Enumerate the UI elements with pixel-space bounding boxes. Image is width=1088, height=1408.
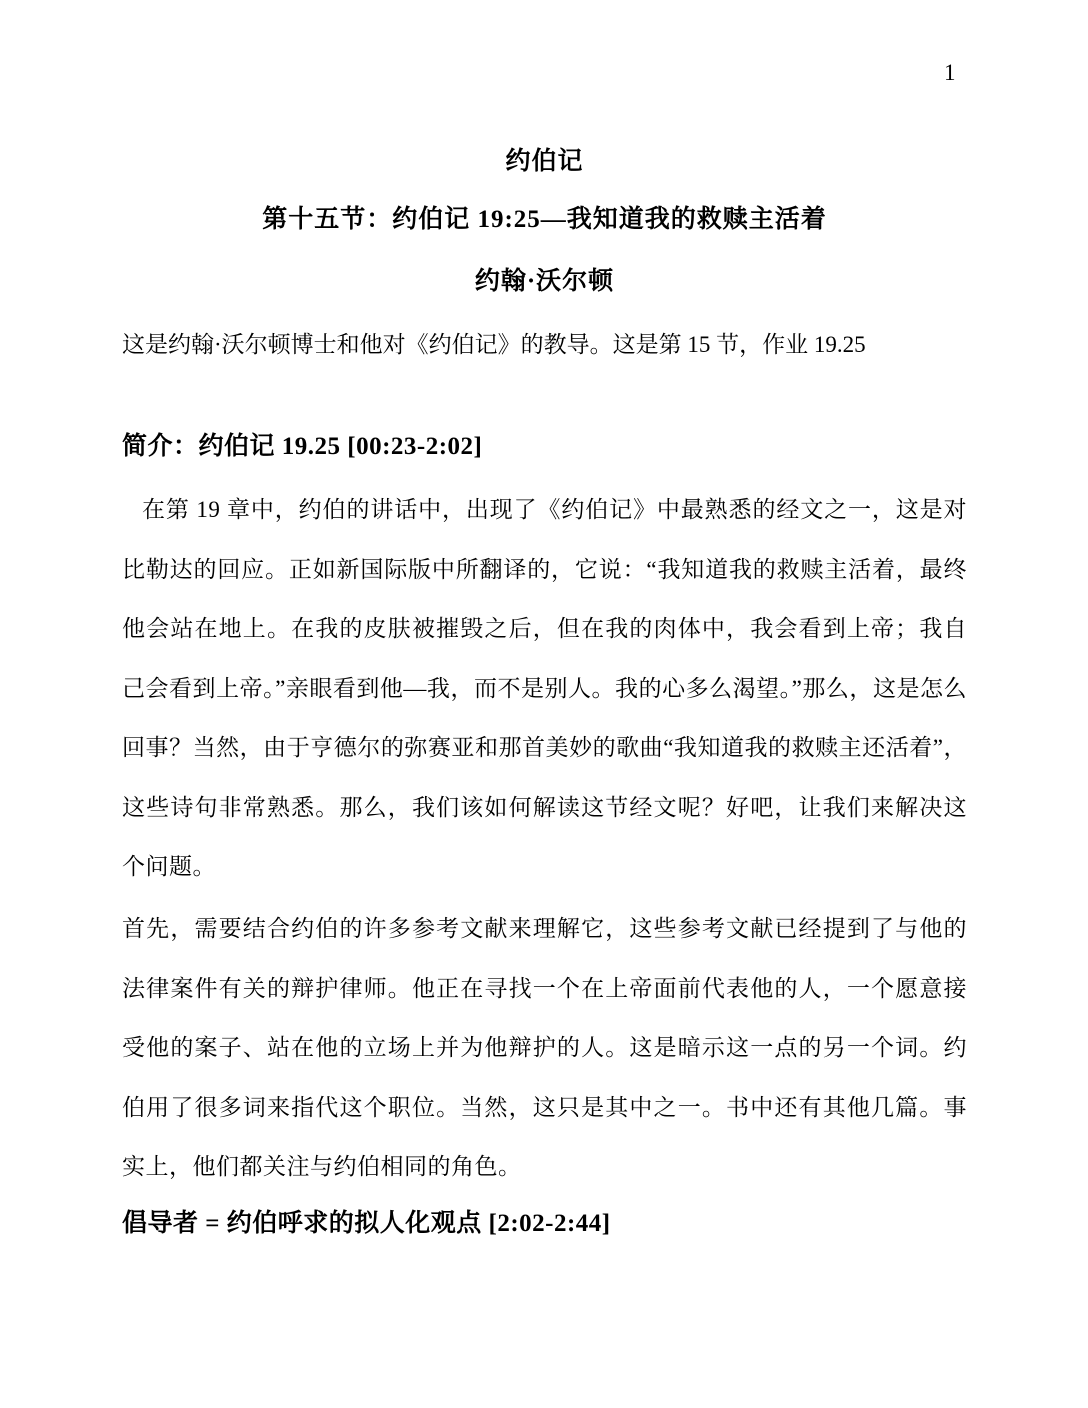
page-number: 1 [944, 60, 956, 85]
doc-title: 约伯记 [505, 148, 584, 175]
doc-subtitle: 第十五节：约伯记 19:25—我知道我的救赎主活着 [262, 206, 827, 233]
intro-line: 这是约翰·沃尔顿博士和他对《约伯记》的教导。这是第 15 节，作业 19.25 [122, 332, 866, 357]
paragraph: 在第 19 章中，约伯的讲话中，出现了《约伯记》中最熟悉的经文之一，这是对比勒达的回应。正如新国际版中所翻译的，它说：“我知道我的救赎主活着，最终他会站在地上。在我的皮肤被摧毁之后，但在我的肉体中，我会看到上帝；我自己会看到上帝。”亲眼看到他—我，而不是别人。我的心多么渴望。”那么，这是怎么回事？当然，由于亨德尔的弥赛亚和那首美妙的歌曲“我知道我的救赎主还活着”，这些诗句非常熟悉。那么，我们该如何解读这节经文呢？好吧，让我们来解决这个问题。 [122, 497, 967, 879]
doc-author: 约翰·沃尔顿 [474, 268, 615, 295]
section-heading-intro: 简介：约伯记 19.25 [00:23-2:02] [122, 433, 483, 460]
section-heading-advocate: 倡导者 = 约伯呼求的拟人化观点 [2:02-2:44] [122, 1210, 611, 1237]
paragraph: 首先，需要结合约伯的许多参考文献来理解它，这些参考文献已经提到了与他的法律案件有关的辩护律师。他正在寻找一个在上帝面前代表他的人，一个愿意接受他的案子、站在他的立场上并为他辩护的人。这是暗示这一点的另一个词。约伯用了很多词来指代这个职位。当然，这只是其中之一。书中还有其他几篇。事实上，他们都关注与约伯相同的角色。 [122, 916, 967, 1179]
